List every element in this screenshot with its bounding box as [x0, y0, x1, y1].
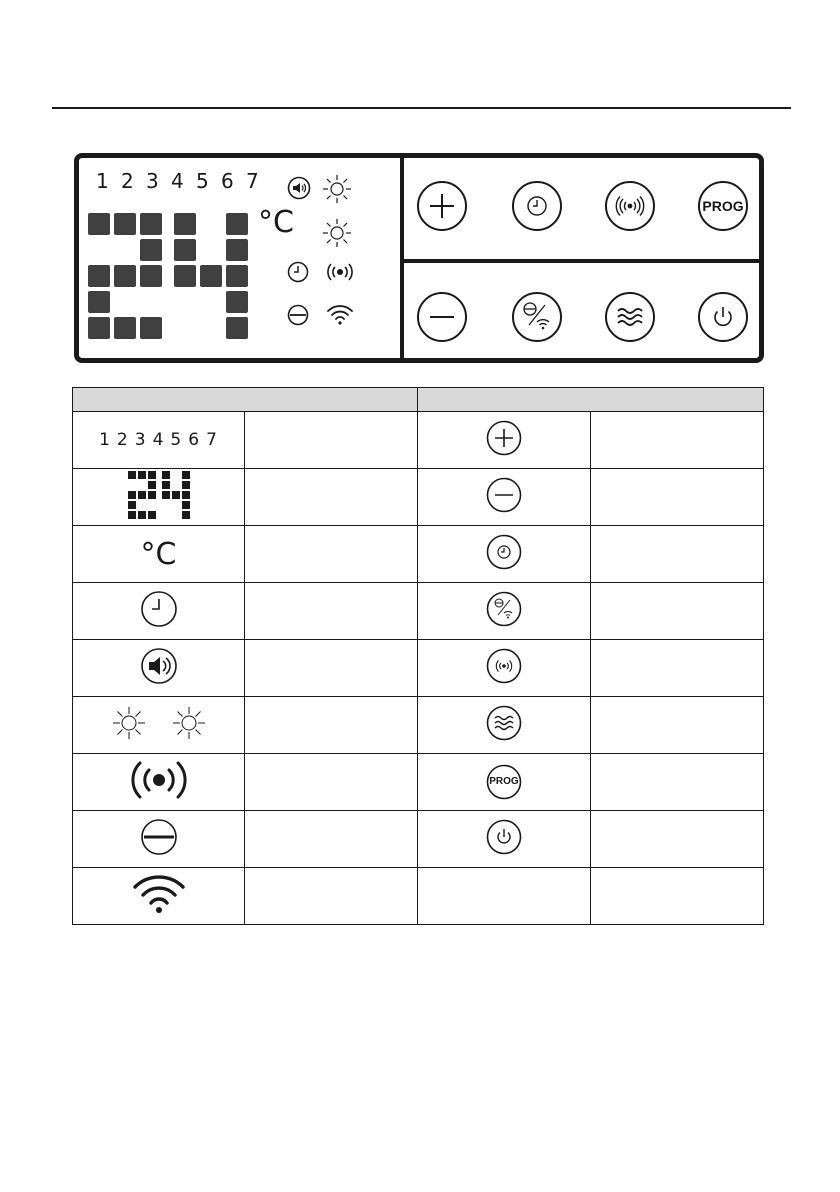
- day-number: 3: [146, 169, 159, 193]
- signal-icon: [325, 262, 355, 282]
- legend-description: [591, 412, 764, 469]
- segment-digits-icon: [128, 471, 190, 519]
- celsius-label: °C: [258, 205, 294, 240]
- day-number: 6: [188, 430, 201, 450]
- legend-description: [591, 526, 764, 583]
- table-row: [73, 412, 764, 469]
- legend-description: [245, 697, 418, 754]
- table-row: [73, 697, 764, 754]
- panel-divider-vertical: [400, 158, 404, 358]
- legend-symbol-minus-circle: [73, 811, 245, 868]
- signal-icon: [124, 759, 194, 801]
- window-wifi-icon: [486, 591, 522, 627]
- legend-symbol-waves: [418, 697, 591, 754]
- legend-header-left: [73, 388, 418, 412]
- clock-icon: [287, 261, 309, 283]
- legend-table: [72, 387, 764, 925]
- legend-symbol-minus: [418, 469, 591, 526]
- legend-description: [245, 640, 418, 697]
- plus-icon: [486, 420, 522, 456]
- speaker-icon: [287, 176, 311, 200]
- table-row: [73, 811, 764, 868]
- day-numbers: [73, 430, 244, 450]
- legend-description: [245, 526, 418, 583]
- legend-header-right: [418, 388, 764, 412]
- legend-description: [245, 412, 418, 469]
- legend-symbol-signal: [418, 640, 591, 697]
- sun-icon: [322, 218, 352, 248]
- legend-description: [591, 868, 764, 925]
- legend-symbol-wifi: [73, 868, 245, 925]
- day-number: 4: [171, 169, 184, 193]
- legend-symbol-speaker: [73, 640, 245, 697]
- day-number: 5: [170, 430, 183, 450]
- window-wifi-button[interactable]: [511, 291, 563, 343]
- day-number: 1: [99, 430, 111, 450]
- legend-symbol-days: [73, 412, 245, 469]
- day-number: 6: [221, 169, 234, 193]
- prog-button[interactable]: [697, 180, 749, 232]
- prog-button-label: PROG: [702, 198, 744, 214]
- legend-description: [591, 754, 764, 811]
- table-row: [73, 640, 764, 697]
- day-number: 4: [152, 430, 165, 450]
- timer-icon: [486, 534, 522, 570]
- signal-button[interactable]: [604, 180, 656, 232]
- legend-description: [591, 811, 764, 868]
- waves-icon: [486, 705, 522, 741]
- day-number: 5: [196, 169, 209, 193]
- prog-icon-label: PROG: [489, 776, 519, 787]
- legend-symbol-window-wifi: [418, 583, 591, 640]
- table-row: [73, 583, 764, 640]
- legend-symbol-plus: [418, 412, 591, 469]
- legend-symbol-power: [418, 811, 591, 868]
- legend-description: [245, 583, 418, 640]
- plus-button[interactable]: [416, 180, 468, 232]
- table-row: [73, 754, 764, 811]
- minus-icon: [486, 477, 522, 513]
- legend-description: [245, 469, 418, 526]
- legend-description: [591, 640, 764, 697]
- legend-symbol-clock: [73, 583, 245, 640]
- power-button[interactable]: [697, 291, 749, 343]
- celsius-label: °C: [140, 536, 177, 572]
- legend-symbol-celsius: [73, 526, 245, 583]
- speaker-icon: [140, 647, 178, 685]
- legend-description: [245, 754, 418, 811]
- day-number: 7: [206, 430, 218, 450]
- signal-icon: [486, 648, 522, 684]
- legend-symbol-signal-large: [73, 754, 245, 811]
- wifi-icon: [326, 303, 354, 325]
- day-number: 2: [116, 430, 129, 450]
- panel-divider-horizontal: [404, 259, 759, 263]
- table-row: [73, 469, 764, 526]
- top-rule: [52, 107, 791, 109]
- legend-symbol-digits: [73, 469, 245, 526]
- legend-description: [591, 469, 764, 526]
- day-number: 1: [96, 169, 109, 193]
- legend-symbol-timer: [418, 526, 591, 583]
- prog-icon: [486, 764, 522, 800]
- legend-symbol-sun-pair: [73, 697, 245, 754]
- day-number: 3: [134, 430, 147, 450]
- legend-description: [245, 811, 418, 868]
- wifi-icon: [132, 874, 186, 914]
- day-numbers: [96, 169, 271, 193]
- waves-button[interactable]: [604, 291, 656, 343]
- timer-button[interactable]: [511, 180, 563, 232]
- sun-icon: [322, 174, 352, 204]
- legend-symbol-prog: [418, 754, 591, 811]
- day-number: 2: [121, 169, 134, 193]
- segment-display: [88, 213, 248, 339]
- legend-description: [245, 868, 418, 925]
- minus-circle-icon: [287, 304, 309, 326]
- power-icon: [486, 819, 522, 855]
- minus-circle-icon: [140, 818, 178, 856]
- legend-description: [591, 697, 764, 754]
- minus-button[interactable]: [416, 291, 468, 343]
- clock-icon: [140, 590, 178, 628]
- table-row: [73, 868, 764, 925]
- legend-description: [591, 583, 764, 640]
- legend-symbol-empty: [418, 868, 591, 925]
- day-number: 7: [246, 169, 259, 193]
- table-row: [73, 526, 764, 583]
- sun-pair-icon: [111, 705, 207, 741]
